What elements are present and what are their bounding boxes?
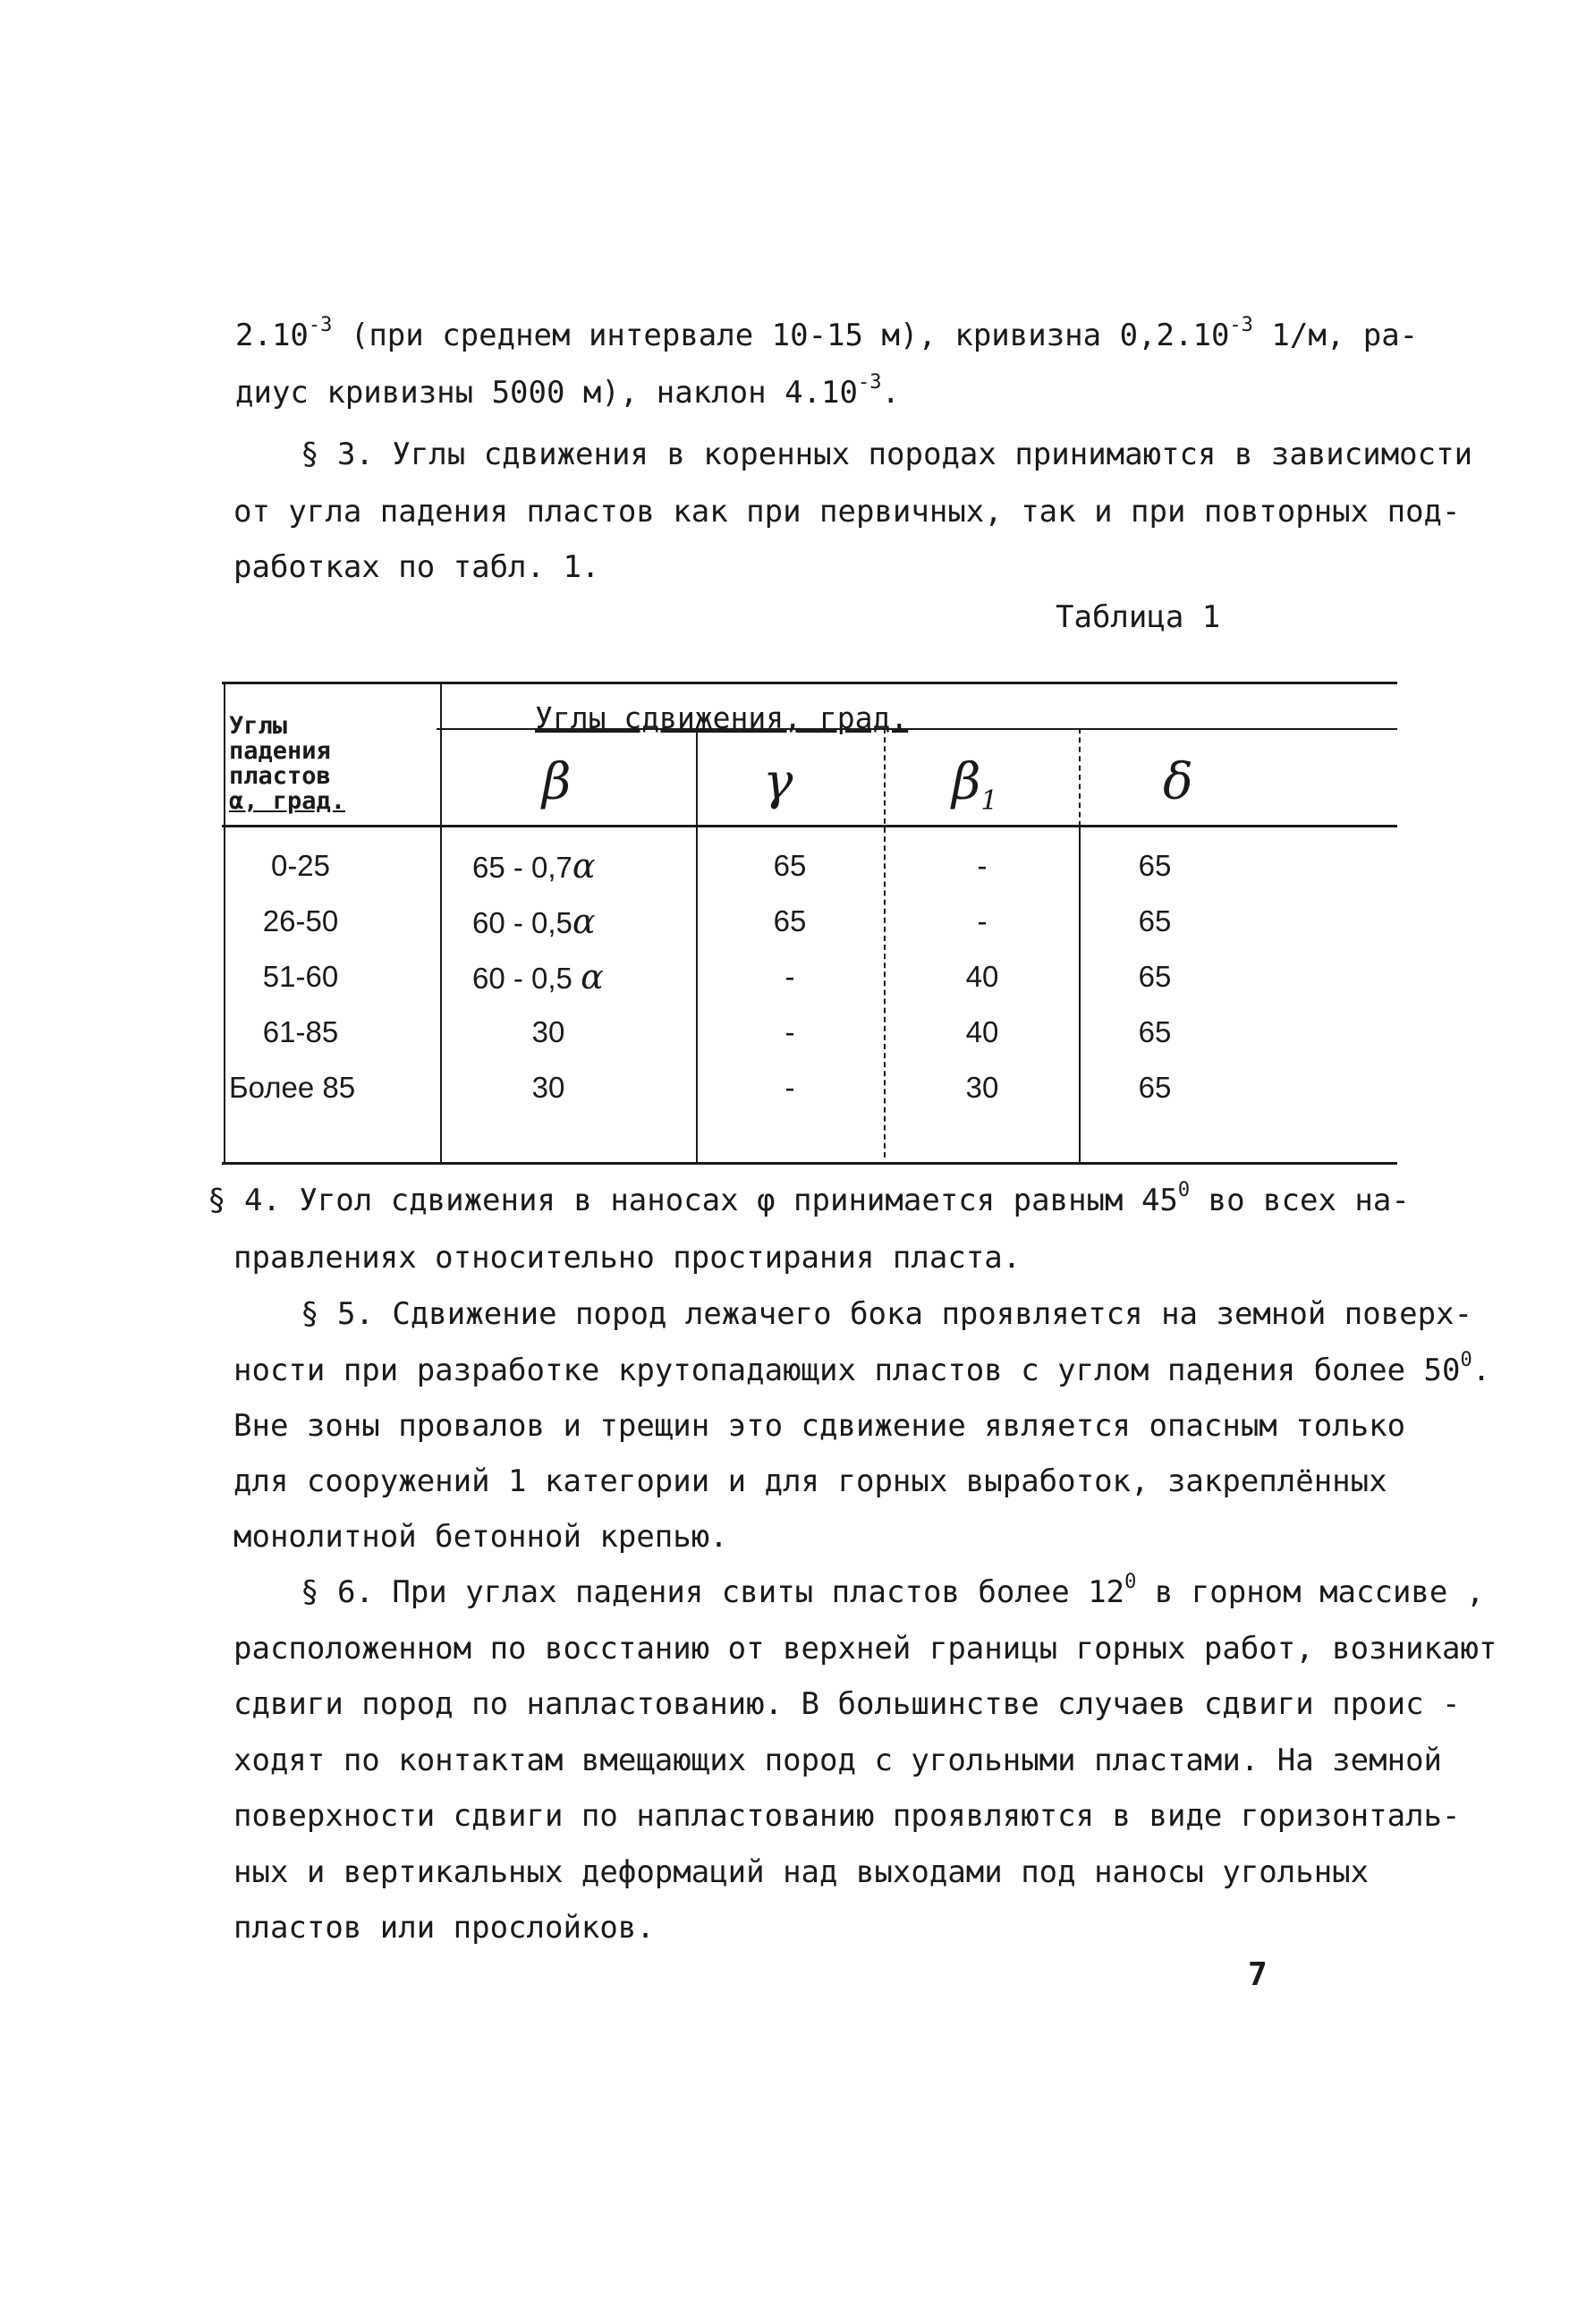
alpha-symbol: α bbox=[572, 902, 596, 941]
angles-table bbox=[222, 682, 1397, 1165]
text-line bbox=[235, 371, 900, 411]
table-rule-header bbox=[222, 825, 1397, 827]
cell-gamma: 65 bbox=[773, 849, 807, 882]
cell-delta: 65 bbox=[1138, 960, 1172, 993]
cell-beta bbox=[472, 903, 678, 941]
paragraph-5-line: монолитной бетонной крепью. bbox=[233, 1519, 728, 1555]
table-vrule-dashed bbox=[1079, 728, 1081, 827]
exponent: -3 bbox=[1229, 314, 1253, 336]
cell-gamma: - bbox=[785, 1015, 795, 1048]
paragraph-4-line: правлениях относительно простирания пласта. bbox=[233, 1240, 1022, 1276]
cell-beta: 30 bbox=[531, 1015, 565, 1048]
table-vrule bbox=[1079, 825, 1081, 1162]
paragraph-5-line: Вне зоны провалов и трещин это сдвижение является опасным только bbox=[233, 1408, 1406, 1444]
page-number: 7 bbox=[1248, 1956, 1268, 1993]
cell-beta1: 30 bbox=[965, 1071, 999, 1104]
exponent: 0 bbox=[1124, 1571, 1137, 1593]
paragraph-4-line bbox=[208, 1179, 1410, 1218]
table-vrule-dashed bbox=[884, 728, 886, 1158]
cell-delta: 65 bbox=[1138, 849, 1172, 882]
text-segment: в горном массиве , bbox=[1136, 1574, 1485, 1610]
text-segment: § 6. При углах падения свиты пластов более 12 bbox=[301, 1574, 1125, 1610]
header-text: падения bbox=[229, 737, 331, 765]
header-text: α, град. bbox=[229, 787, 346, 815]
alpha-symbol: α bbox=[581, 957, 604, 997]
text-segment: § 4. Угол сдвижения в наносах φ принимается равным 45 bbox=[208, 1183, 1178, 1218]
table-vrule bbox=[224, 682, 225, 1162]
cell-delta: 65 bbox=[1138, 1071, 1172, 1104]
cell-beta: 30 bbox=[531, 1071, 565, 1104]
cell-delta: 65 bbox=[1138, 904, 1172, 937]
exponent: 0 bbox=[1460, 1349, 1472, 1371]
column-beta1-symbol: β bbox=[952, 753, 981, 811]
cell-beta-value: 65 - 0,7 bbox=[472, 851, 572, 884]
cell-beta1: - bbox=[977, 849, 988, 882]
column-gamma: γ bbox=[763, 753, 793, 811]
paragraph-6-line bbox=[301, 1571, 1485, 1610]
paragraph-6-line: пластов или прослойков. bbox=[233, 1910, 655, 1946]
alpha-symbol: α bbox=[572, 846, 596, 886]
cell-delta: 65 bbox=[1138, 1015, 1172, 1048]
paragraph-3-line: § 3. Углы сдвижения в коренных породах принимаются в зависимости bbox=[301, 437, 1473, 472]
text-segment: . bbox=[1472, 1353, 1491, 1388]
paragraph-5-line: для сооружений 1 категории и для горных выработок, закреплённых bbox=[233, 1463, 1387, 1499]
text-line bbox=[235, 314, 1419, 353]
table-vrule bbox=[440, 682, 442, 1162]
text-segment: . bbox=[881, 375, 900, 411]
paragraph-6-line: поверхности сдвиги по напластованию проявляются в виде горизонталь- bbox=[233, 1798, 1461, 1834]
paragraph-3-line: от угла падения пластов как при первичных, так и при повторных под- bbox=[233, 494, 1461, 530]
cell-gamma: - bbox=[785, 1071, 795, 1104]
paragraph-3-line: работках по табл. 1. bbox=[233, 549, 600, 585]
exponent: 0 bbox=[1177, 1179, 1191, 1201]
cell-angle: 26-50 bbox=[262, 904, 339, 937]
paragraph-6-line: сдвиги пород по напластованию. В большинстве случаев сдвиги проис - bbox=[233, 1686, 1461, 1722]
table-caption: Таблица 1 bbox=[1056, 599, 1221, 635]
cell-beta1: 40 bbox=[965, 1015, 999, 1048]
cell-angle: 51-60 bbox=[262, 960, 339, 993]
table-rule-top bbox=[222, 682, 1397, 684]
cell-beta1: - bbox=[977, 904, 988, 937]
table-rule-bottom bbox=[222, 1162, 1397, 1165]
header-group-title: Углы сдвижения, град. bbox=[535, 700, 909, 735]
text-segment: 1/м, ра- bbox=[1252, 318, 1419, 353]
text-segment: 2.10 bbox=[235, 318, 309, 353]
cell-angle: 61-85 bbox=[262, 1015, 339, 1048]
cell-beta1: 40 bbox=[965, 960, 999, 993]
paragraph-6-line: ных и вертикальных деформаций над выходами под наносы угольных bbox=[233, 1854, 1370, 1890]
cell-gamma: 65 bbox=[773, 904, 807, 937]
paragraph-5-line bbox=[233, 1349, 1491, 1388]
paragraph-6-line: ходят по контактам вмещающих пород с угольными пластами. На земной bbox=[233, 1743, 1443, 1778]
paragraph-6-line: расположенном по восстанию от верхней границы горных работ, возникают bbox=[233, 1631, 1497, 1667]
exponent: -3 bbox=[857, 371, 882, 394]
text-segment: диус кривизны 5000 м), наклон 4.10 bbox=[235, 375, 858, 411]
exponent: -3 bbox=[308, 314, 333, 336]
column-beta1 bbox=[952, 753, 997, 817]
text-segment: во всех на- bbox=[1190, 1183, 1410, 1218]
text-segment: ности при разработке крутопадающих пластов с углом падения более 50 bbox=[233, 1353, 1461, 1388]
column-delta: δ bbox=[1163, 753, 1193, 811]
cell-beta bbox=[472, 959, 678, 997]
text-segment: (при среднем интервале 10-15 м), кривизна 0,2.10 bbox=[332, 318, 1230, 353]
cell-gamma: - bbox=[785, 960, 795, 993]
cell-beta-value: 60 - 0,5 bbox=[472, 906, 572, 939]
column-beta: β bbox=[542, 753, 572, 811]
cell-angle: 0-25 bbox=[270, 849, 331, 882]
cell-beta-value: 60 - 0,5 bbox=[472, 962, 572, 995]
cell-beta bbox=[472, 848, 678, 886]
header-dip-angle bbox=[229, 714, 345, 814]
header-text: Углы bbox=[229, 712, 288, 740]
header-text: пластов bbox=[229, 762, 331, 790]
cell-angle: Более 85 bbox=[229, 1071, 356, 1104]
paragraph-5-line: § 5. Сдвижение пород лежачего бока проявляется на земной поверх- bbox=[301, 1296, 1473, 1332]
table-vrule bbox=[696, 728, 698, 1162]
column-beta1-subscript: 1 bbox=[980, 785, 998, 818]
